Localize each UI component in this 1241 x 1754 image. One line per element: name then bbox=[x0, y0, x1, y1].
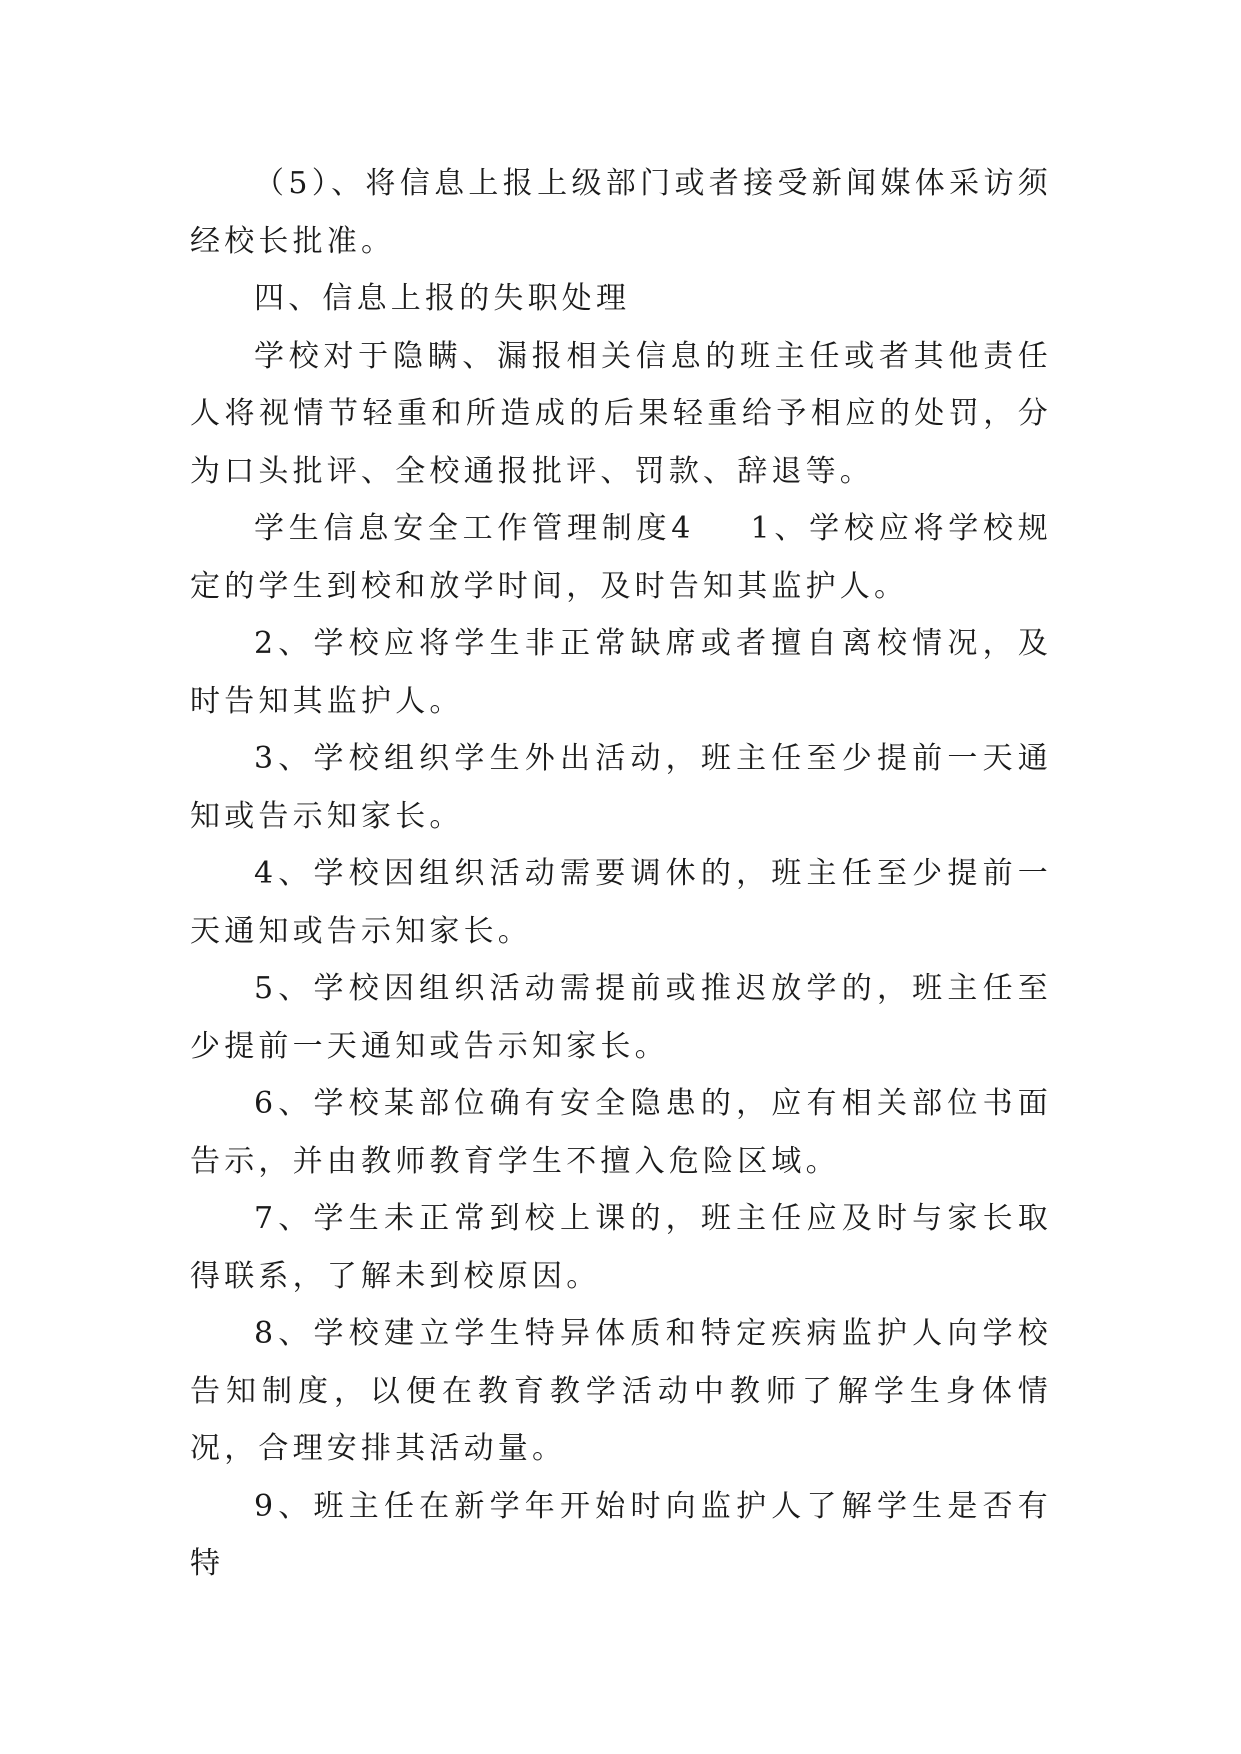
section-item-1: 1、学校应将学校规定的学生到校和放学时间，及时告知其监护人。 bbox=[190, 511, 1053, 604]
section-title-4: 学生信息安全工作管理制度4 bbox=[254, 511, 695, 546]
paragraph-item-5: 5、学校因组织活动需提前或推迟放学的，班主任至少提前一天通知或告示知家长。 bbox=[190, 971, 1052, 1064]
paragraph-item-8: 8、学校建立学生特异体质和特定疾病监护人向学校告知制度，以便在教育教学活动中教师了解学生身体情况，合理安排其活动量。 bbox=[190, 1316, 1052, 1466]
paragraph-item-2: 2、学校应将学生非正常缺席或者擅自离校情况，及时告知其监护人。 bbox=[190, 626, 1052, 719]
section-heading-dereliction: 四、信息上报的失职处理 bbox=[254, 281, 631, 316]
paragraph-item-4: 4、学校因组织活动需要调休的，班主任至少提前一天通知或告示知家长。 bbox=[190, 856, 1052, 949]
paragraph-section-4 bbox=[190, 500, 1052, 615]
paragraph-item-9: 9、班主任在新学年开始时向监护人了解学生是否有特 bbox=[190, 1488, 1052, 1581]
document-page bbox=[190, 155, 1052, 1593]
paragraph-item-3: 3、学校组织学生外出活动，班主任至少提前一天通知或告示知家长。 bbox=[190, 741, 1052, 834]
paragraph-media-approval: （5）、将信息上报上级部门或者接受新闻媒体采访须经校长批准。 bbox=[190, 166, 1052, 259]
paragraph-item-7: 7、学生未正常到校上课的，班主任应及时与家长取得联系，了解未到校原因。 bbox=[190, 1201, 1052, 1294]
paragraph-penalties: 学校对于隐瞒、漏报相关信息的班主任或者其他责任人将视情节轻重和所造成的后果轻重给予相应的处罚，分为口头批评、全校通报批评、罚款、辞退等。 bbox=[190, 338, 1052, 489]
paragraph-item-6: 6、学校某部位确有安全隐患的，应有相关部位书面告示，并由教师教育学生不擅入危险区域。 bbox=[190, 1086, 1052, 1179]
